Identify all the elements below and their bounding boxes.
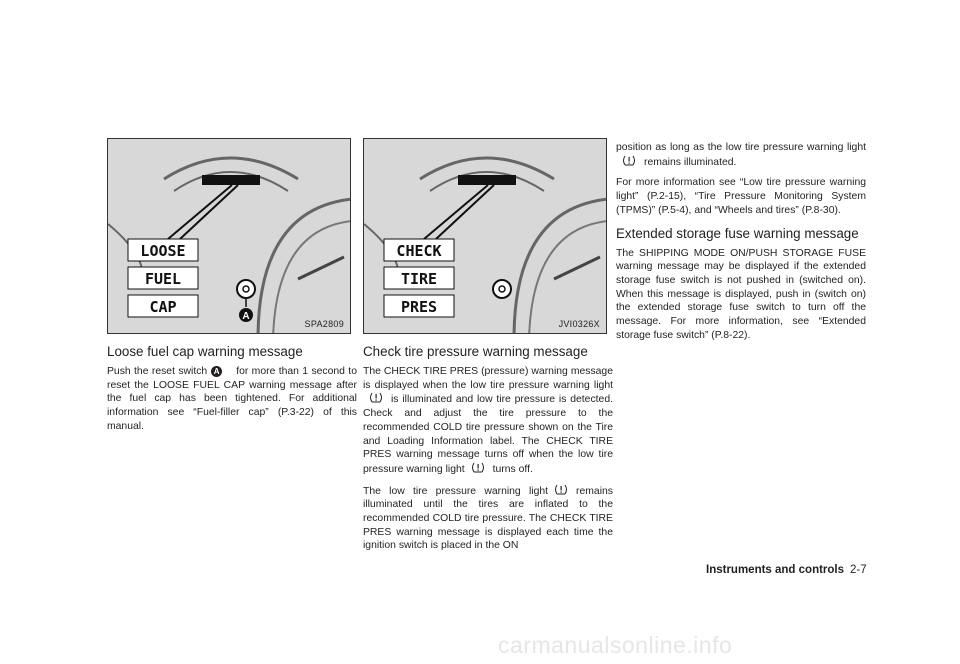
callout-a-icon: A (211, 366, 222, 377)
figure-code: JVI0326X (558, 319, 600, 329)
tire-pressure-warning-icon (369, 392, 383, 403)
paragraph (107, 365, 357, 434)
paragraph (363, 484, 613, 554)
page-number: 2-7 (850, 564, 867, 576)
page-footer (706, 564, 867, 576)
figure-check-tire-pres (363, 138, 607, 334)
display-line-1: CHECK (396, 242, 442, 260)
section-heading: Extended storage fuse warning message (616, 225, 859, 241)
callout-a-label: A (242, 311, 250, 322)
display-line-2: FUEL (144, 270, 182, 288)
text-run: The CHECK TIRE PRES (pressure) warning message is displayed when the low tire pressure warning light (363, 366, 613, 391)
instrument-panel-illustration (108, 139, 351, 334)
section-heading: Loose fuel cap warning message (107, 344, 303, 359)
text-run: is illuminated and low tire pressure is detected. Check and adjust the tire pressure to the recommended COLD tire pressure shown on the Tire and Loading Information label. The CHECK TIRE PRES warning message turns off when the low tire pressure warning light (363, 394, 613, 475)
display-line-3: CAP (149, 298, 177, 316)
tire-pressure-warning-icon (554, 484, 568, 495)
tire-pressure-warning-icon (471, 462, 485, 473)
display-line-3: PRES (400, 298, 438, 316)
display-line-2: TIRE (400, 270, 438, 288)
paragraph (616, 141, 866, 169)
section-heading: Check tire pressure warning message (363, 344, 588, 359)
reset-switch-icon (493, 280, 511, 298)
reset-switch-icon (237, 280, 255, 298)
paragraph (363, 365, 613, 477)
text-run: remains illuminated. (644, 156, 737, 168)
footer-section-title: Instruments and controls (706, 564, 845, 576)
tire-pressure-warning-icon (622, 155, 636, 166)
column-2 (363, 138, 613, 560)
paragraph: For more information see “Low tire pressure warning light” (P.2-15), “Tire Pressure Monitoring System (TPMS)” (P.5-4), and “Wheels and tires” (P.8-30). (616, 177, 866, 216)
text-run: position as long as the low tire pressure warning light (616, 142, 866, 153)
figure-code: SPA2809 (304, 319, 344, 329)
text-run: remains illuminated until the tires are inflated to the recommended COLD tire pressure. The CHECK TIRE PRES warning message is displayed each time the ignition switch is placed in the ON (363, 485, 613, 552)
text-run: The low tire pressure warning light (363, 485, 549, 497)
text-run: Push the reset switch (107, 366, 208, 377)
figure-loose-fuel-cap (107, 138, 351, 334)
watermark: carmanualsonline.info (498, 632, 733, 658)
paragraph: The SHIPPING MODE ON/PUSH STORAGE FUSE warning message may be displayed if the extended storage fuse switch is not pushed in (switched on). When this message is displayed, push in (switch on) the extended storage fuse switch to turn off the message. For more information, see “Extended storage fuse switch” (P.8-22). (616, 247, 866, 341)
text-run: for more than 1 second to reset the LOOSE FUEL CAP warning message after the fuel cap has been tightened. For additional information see “Fuel-filler cap” (P.3-22) of this manual. (107, 366, 357, 432)
column-1 (107, 138, 357, 441)
instrument-panel-illustration (364, 139, 607, 334)
column-3 (616, 141, 866, 349)
display-line-1: LOOSE (140, 242, 186, 260)
text-run: turns off. (492, 463, 533, 475)
